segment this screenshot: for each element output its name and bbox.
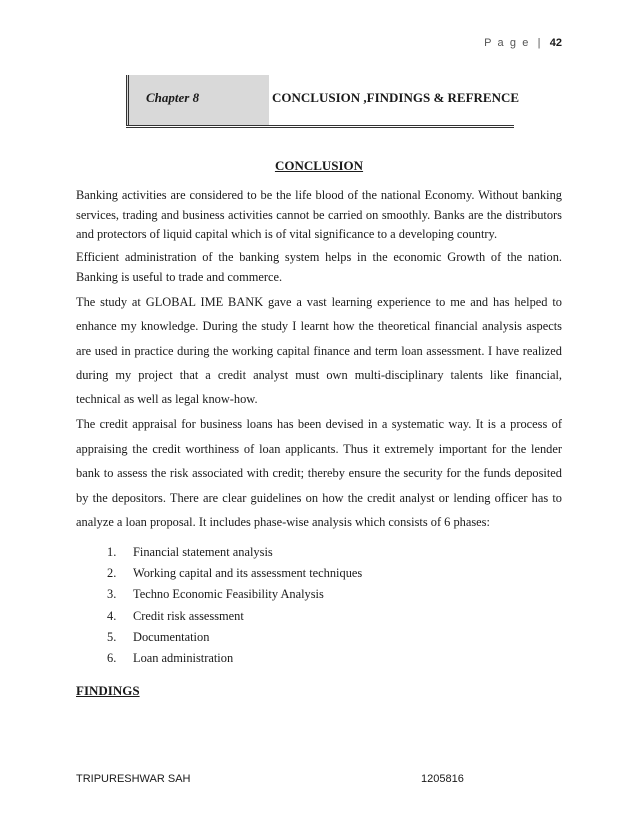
page-label: P a g e [484, 37, 530, 49]
list-item-text: Techno Economic Feasibility Analysis [133, 587, 324, 602]
footer-id: 1205816 [421, 773, 464, 785]
footer-author: TRIPURESHWAR SAH [76, 773, 191, 785]
conclusion-paragraph-4: The credit appraisal for business loans has been devised in a systematic way. It is a process of appraising the credit worthiness of loan applicants. Thus it extremely important for the lender bank to assess the risk associated with credit; thereby ensure the security for the funds deposited by the depositors. There are clear guidelines on how the credit analyst or lending officer has to analyze a loan proposal. It includes phase-wise analysis which consists of 6 phases: [76, 417, 562, 529]
chapter-banner-rule [126, 125, 514, 128]
list-item-text: Credit risk assessment [133, 608, 244, 623]
page-number: 42 [549, 37, 562, 49]
list-item-number: 3. [107, 587, 117, 602]
list-item-text: Working capital and its assessment techniques [133, 566, 363, 581]
conclusion-paragraph-2: Efficient administration of the banking system helps in the economic Growth of the nation. Banking is useful to trade and commerce. [76, 250, 562, 284]
list-item-text: Loan administration [133, 650, 234, 665]
conclusion-heading: CONCLUSION [274, 158, 364, 173]
chapter-label: Chapter 8 [146, 90, 200, 105]
list-item [107, 584, 362, 605]
chapter-banner [126, 75, 520, 129]
page-header [484, 37, 562, 49]
list-item-number: 6. [107, 650, 117, 665]
list-item-number: 2. [107, 566, 117, 581]
phase-list [107, 542, 362, 669]
findings-heading: FINDINGS [76, 683, 140, 698]
page-separator: | [537, 37, 543, 49]
list-item [107, 606, 362, 627]
list-item [107, 542, 362, 563]
list-item-number: 4. [107, 608, 117, 623]
conclusion-paragraph-3: The study at GLOBAL IME BANK gave a vast learning experience to me and has helped to enhance my knowledge. During the study I learnt how the theoretical financial analysis aspects are used in practice during the working capital finance and term loan assessment. I have realized during my project that a credit analyst must own multi-disciplinary talents like financial, technical as well as legal know-how. [76, 295, 562, 407]
list-item-number: 1. [107, 545, 117, 559]
list-item-number: 5. [107, 629, 117, 644]
list-item-text: Financial statement analysis [133, 545, 273, 559]
list-item [107, 627, 362, 648]
chapter-title: CONCLUSION ,FINDINGS & REFRENCE [272, 90, 520, 105]
list-item [107, 563, 362, 584]
list-item [107, 648, 362, 669]
conclusion-paragraph-1: Banking activities are considered to be the life blood of the national Economy. Without banking services, trading and business activities cannot be carried on smoothly. Banks are the distributors and protectors of liquid capital which is of vital significance to a developing country. [76, 188, 562, 241]
list-item-text: Documentation [133, 629, 210, 644]
